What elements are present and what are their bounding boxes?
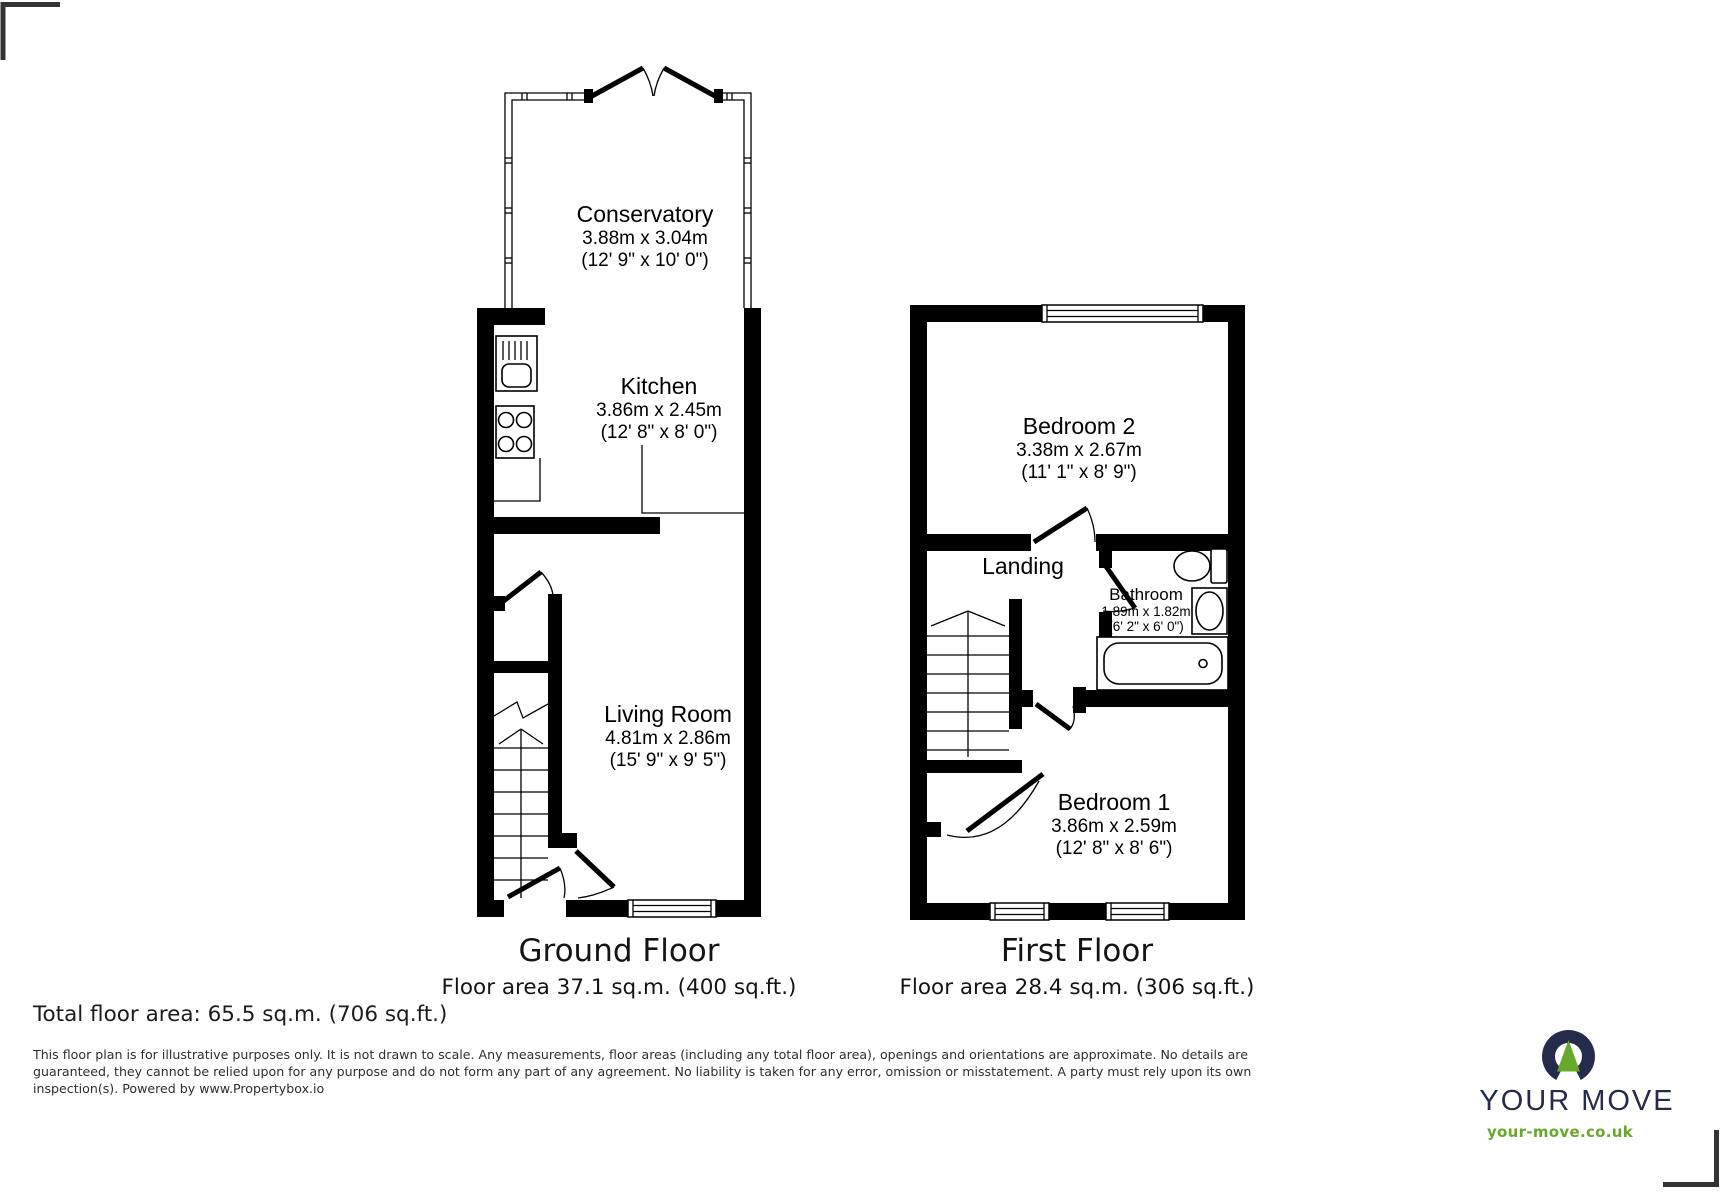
room-name: Landing xyxy=(982,553,1064,579)
kitchen-label xyxy=(596,372,722,444)
ground-floor-area: Floor area 37.1 sq.m. (400 sq.ft.) xyxy=(441,975,797,1000)
room-dim-imperial: (12' 9" x 10' 0") xyxy=(581,250,709,271)
room-name: Conservatory xyxy=(576,201,714,227)
first-floor-area: Floor area 28.4 sq.m. (306 sq.ft.) xyxy=(899,975,1255,1000)
toilet-icon xyxy=(1174,549,1227,583)
bathroom-label xyxy=(1101,585,1190,634)
disclaimer-line: This floor plan is for illustrative purposes only. It is not drawn to scale. Any measurements, floor areas (including any total floor area), openings and orientations are approximate. No details are xyxy=(33,1047,1248,1062)
room-dim-metric: 3.88m x 3.04m xyxy=(582,228,708,249)
ground-floor-plan xyxy=(477,68,761,917)
living-room-label xyxy=(604,700,732,772)
window-icon xyxy=(1042,305,1203,322)
disclaimer-line: guaranteed, they cannot be relied upon for any purpose and do not form any part of any agreement. No liability is taken for any error, omission or misstatement. A party must rely upon its own xyxy=(33,1064,1252,1080)
room-dim-imperial: (15' 9" x 9' 5") xyxy=(609,750,727,771)
room-dim-metric: 3.38m x 2.67m xyxy=(1016,440,1142,461)
room-dim-imperial: (11' 1" x 8' 9") xyxy=(1021,462,1137,483)
your-move-logo-icon xyxy=(1549,1036,1589,1074)
total-floor-area: Total floor area: 65.5 sq.m. (706 sq.ft.) xyxy=(33,1002,448,1027)
room-dim-imperial: (12' 8" x 8' 6") xyxy=(1055,838,1173,859)
room-name: Bedroom 2 xyxy=(1022,413,1136,439)
room-dim-metric: 3.86m x 2.59m xyxy=(1051,816,1177,837)
bedroom1-label xyxy=(1051,788,1177,860)
crop-mark-bottom-right-icon xyxy=(1663,1130,1717,1185)
room-name: Bathroom xyxy=(1109,585,1183,604)
window-icon xyxy=(628,900,716,917)
ground-floor-title: Ground Floor xyxy=(518,933,720,969)
first-floor-title: First Floor xyxy=(1000,933,1154,969)
room-dim-metric: 4.81m x 2.86m xyxy=(605,728,731,749)
crop-mark-top-left-icon xyxy=(3,5,60,61)
room-dim-metric: 1.89m x 1.82m xyxy=(1101,604,1191,619)
landing-label xyxy=(982,552,1064,580)
window-icon xyxy=(990,903,1049,920)
room-dim-imperial: (12' 8" x 8' 0") xyxy=(600,422,718,443)
bedroom2-label xyxy=(1016,412,1142,484)
room-name: Bedroom 1 xyxy=(1057,789,1171,815)
window-icon xyxy=(1106,903,1169,920)
stairs-icon xyxy=(494,702,548,898)
sink-icon xyxy=(1192,588,1227,634)
your-move-url: your-move.co.uk xyxy=(1486,1123,1634,1141)
disclaimer-text xyxy=(33,1046,1251,1098)
conservatory-label xyxy=(577,200,714,272)
room-dim-metric: 3.86m x 2.45m xyxy=(596,400,722,421)
room-name: Kitchen xyxy=(620,373,698,399)
disclaimer-line: inspection(s). Powered by www.Propertybox.io xyxy=(33,1081,325,1097)
kitchen-sink-icon xyxy=(496,336,537,391)
room-dim-imperial: (6' 2" x 6' 0") xyxy=(1108,619,1184,634)
your-move-logo-text: YOUR MOVE xyxy=(1479,1085,1675,1117)
french-doors-icon xyxy=(584,68,723,104)
bathtub-icon xyxy=(1097,637,1228,690)
room-name: Living Room xyxy=(604,701,732,727)
hob-icon xyxy=(496,406,534,458)
stairs-icon xyxy=(927,611,1009,757)
